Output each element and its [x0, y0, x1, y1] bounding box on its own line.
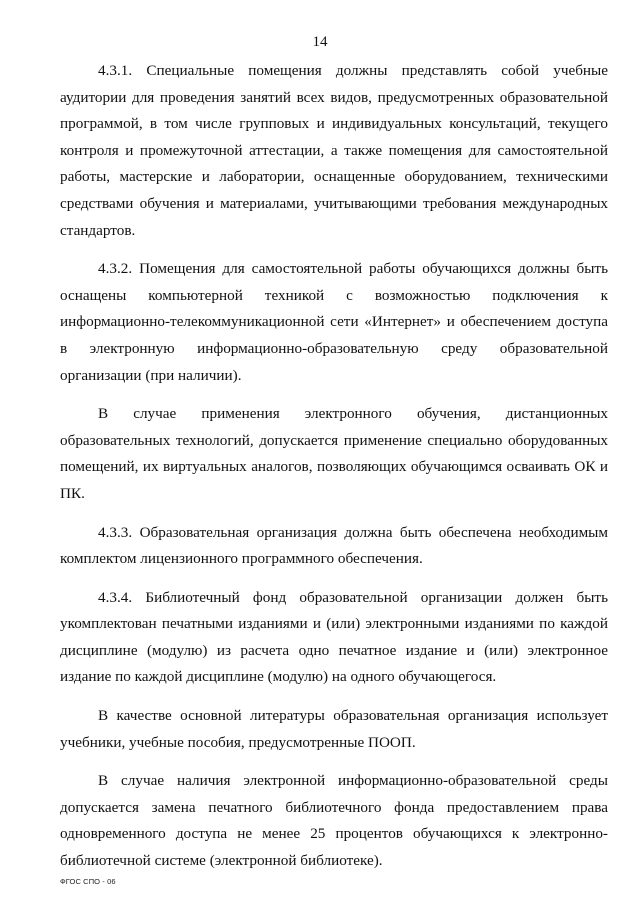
paragraph-4-3-4: 4.3.4. Библиотечный фонд образовательной организации должен быть укомплектован печатными изданиями и (или) электронными изданиями по каждой дисциплине (модулю) из расчета одно печатное издание и (или) электронное издание по каждой дисциплине (модулю) на одного обучающегося.	[60, 588, 608, 686]
document-body	[60, 58, 608, 887]
paragraph-main-literature: В качестве основной литературы образовательная организация использует учебники, учебные пособия, предусмотренные ПООП.	[60, 707, 608, 751]
paragraph-4-3-1: 4.3.1. Специальные помещения должны представлять собой учебные аудитории для проведения занятий всех видов, предусмотренных образовательной программой, в том числе групповых и индивидуальных консультаций, текущего контроля и промежуточной аттестации, а также помещения для самостоятельной работы, мастерские и лаборатории, оснащенные оборудованием, техническими средствами обучения и материалами, учитывающими требования международных стандартов.	[60, 62, 608, 239]
footer-standard-code: ФГОС СПО - 06	[60, 877, 116, 886]
page-number: 14	[312, 34, 328, 50]
paragraph-4-3-3: 4.3.3. Образовательная организация должна быть обеспечена необходимым комплектом лицензионного программного обеспечения.	[60, 523, 608, 568]
paragraph-4-3-2: 4.3.2. Помещения для самостоятельной работы обучающихся должны быть оснащены компьютерной техникой с возможностью подключения к информационно-телекоммуникационной сети «Интернет» и обеспечением доступа в электронную информационно-образовательную среду образовательной организации (при наличии).	[60, 260, 608, 384]
paragraph-e-learning: В случае применения электронного обучения, дистанционных образовательных технологий, допускается применение специально оборудованных помещений, их виртуальных аналогов, позволяющих обучающимся осваивать ОК и ПК.	[60, 405, 608, 502]
paragraph-electronic-library: В случае наличия электронной информационно-образовательной среды допускается замена печатного библиотечного фонда предоставлением права одновременного доступа не менее 25 процентов обучающихся к электронно-библиотечной системе (электронной библиотеке).	[60, 772, 608, 870]
